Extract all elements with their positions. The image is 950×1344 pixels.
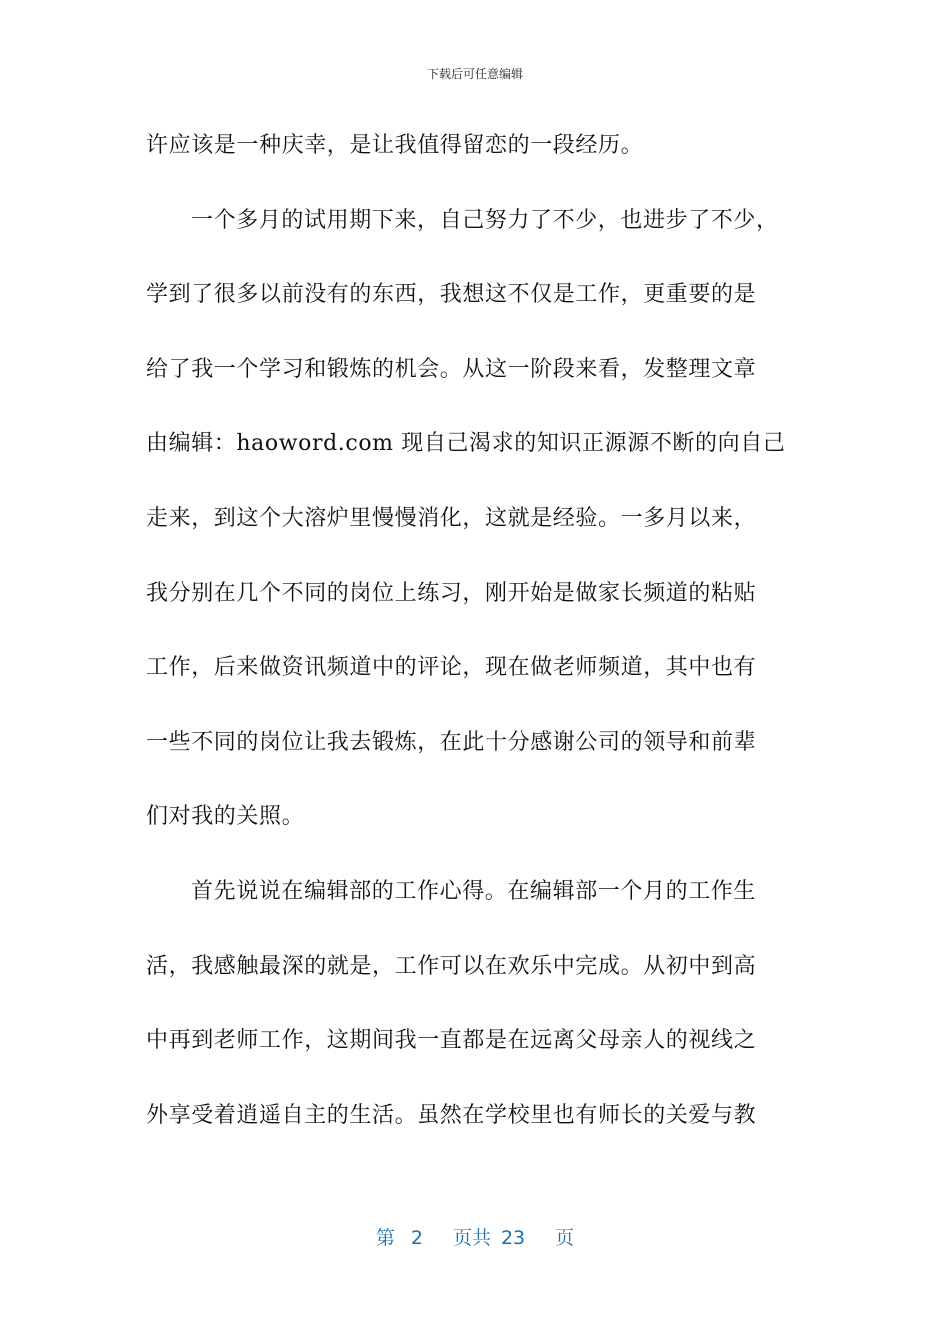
page-label-suffix: 页 [555, 1227, 575, 1249]
page-label-prefix: 第 [375, 1227, 395, 1249]
text-line: 我分别在几个不同的岗位上练习，刚开始是做家长频道的粘贴 [146, 580, 757, 606]
text-line: 外享受着逍遥自主的生活。虽然在学校里也有师长的关爱与教 [146, 1102, 757, 1128]
text-line: 们对我的关照。 [146, 804, 305, 830]
text-line: 工作，后来做资讯频道中的评论，现在做老师频道，其中也有 [146, 655, 757, 681]
text-line: 学到了很多以前没有的东西，我想这不仅是工作，更重要的是 [146, 282, 757, 308]
paragraph-start-line: 一个多月的试用期下来，自己努力了不少，也进步了不少， [191, 207, 779, 233]
page-label-middle: 页共 [452, 1227, 491, 1249]
paragraph-start-line: 首先说说在编辑部的工作心得。在编辑部一个月的工作生 [191, 878, 757, 904]
text-line: 走来，到这个大溶炉里慢慢消化，这就是经验。一多月以来， [146, 505, 757, 531]
text-line: 一些不同的岗位让我去锻炼，在此十分感谢公司的领导和前辈 [146, 729, 757, 755]
current-page-number: 2 [410, 1227, 423, 1249]
text-line: 活，我感触最深的就是，工作可以在欢乐中完成。从初中到高 [146, 953, 757, 979]
document-body [146, 124, 806, 1168]
page-footer [0, 1225, 950, 1251]
total-pages-number: 23 [500, 1227, 526, 1249]
text-line: 给了我一个学习和锻炼的机会。从这一阶段来看，发整理文章 [146, 356, 757, 382]
text-line: 许应该是一种庆幸，是让我值得留恋的一段经历。 [146, 133, 644, 158]
page-header: 下载后可任意编辑 [426, 67, 523, 81]
text-line: 中再到老师工作，这期间我一直都是在远离父母亲人的视线之 [146, 1028, 757, 1054]
text-line: 由编辑：haoword.com 现自己渴求的知识正源源不断的向自己 [146, 431, 786, 457]
